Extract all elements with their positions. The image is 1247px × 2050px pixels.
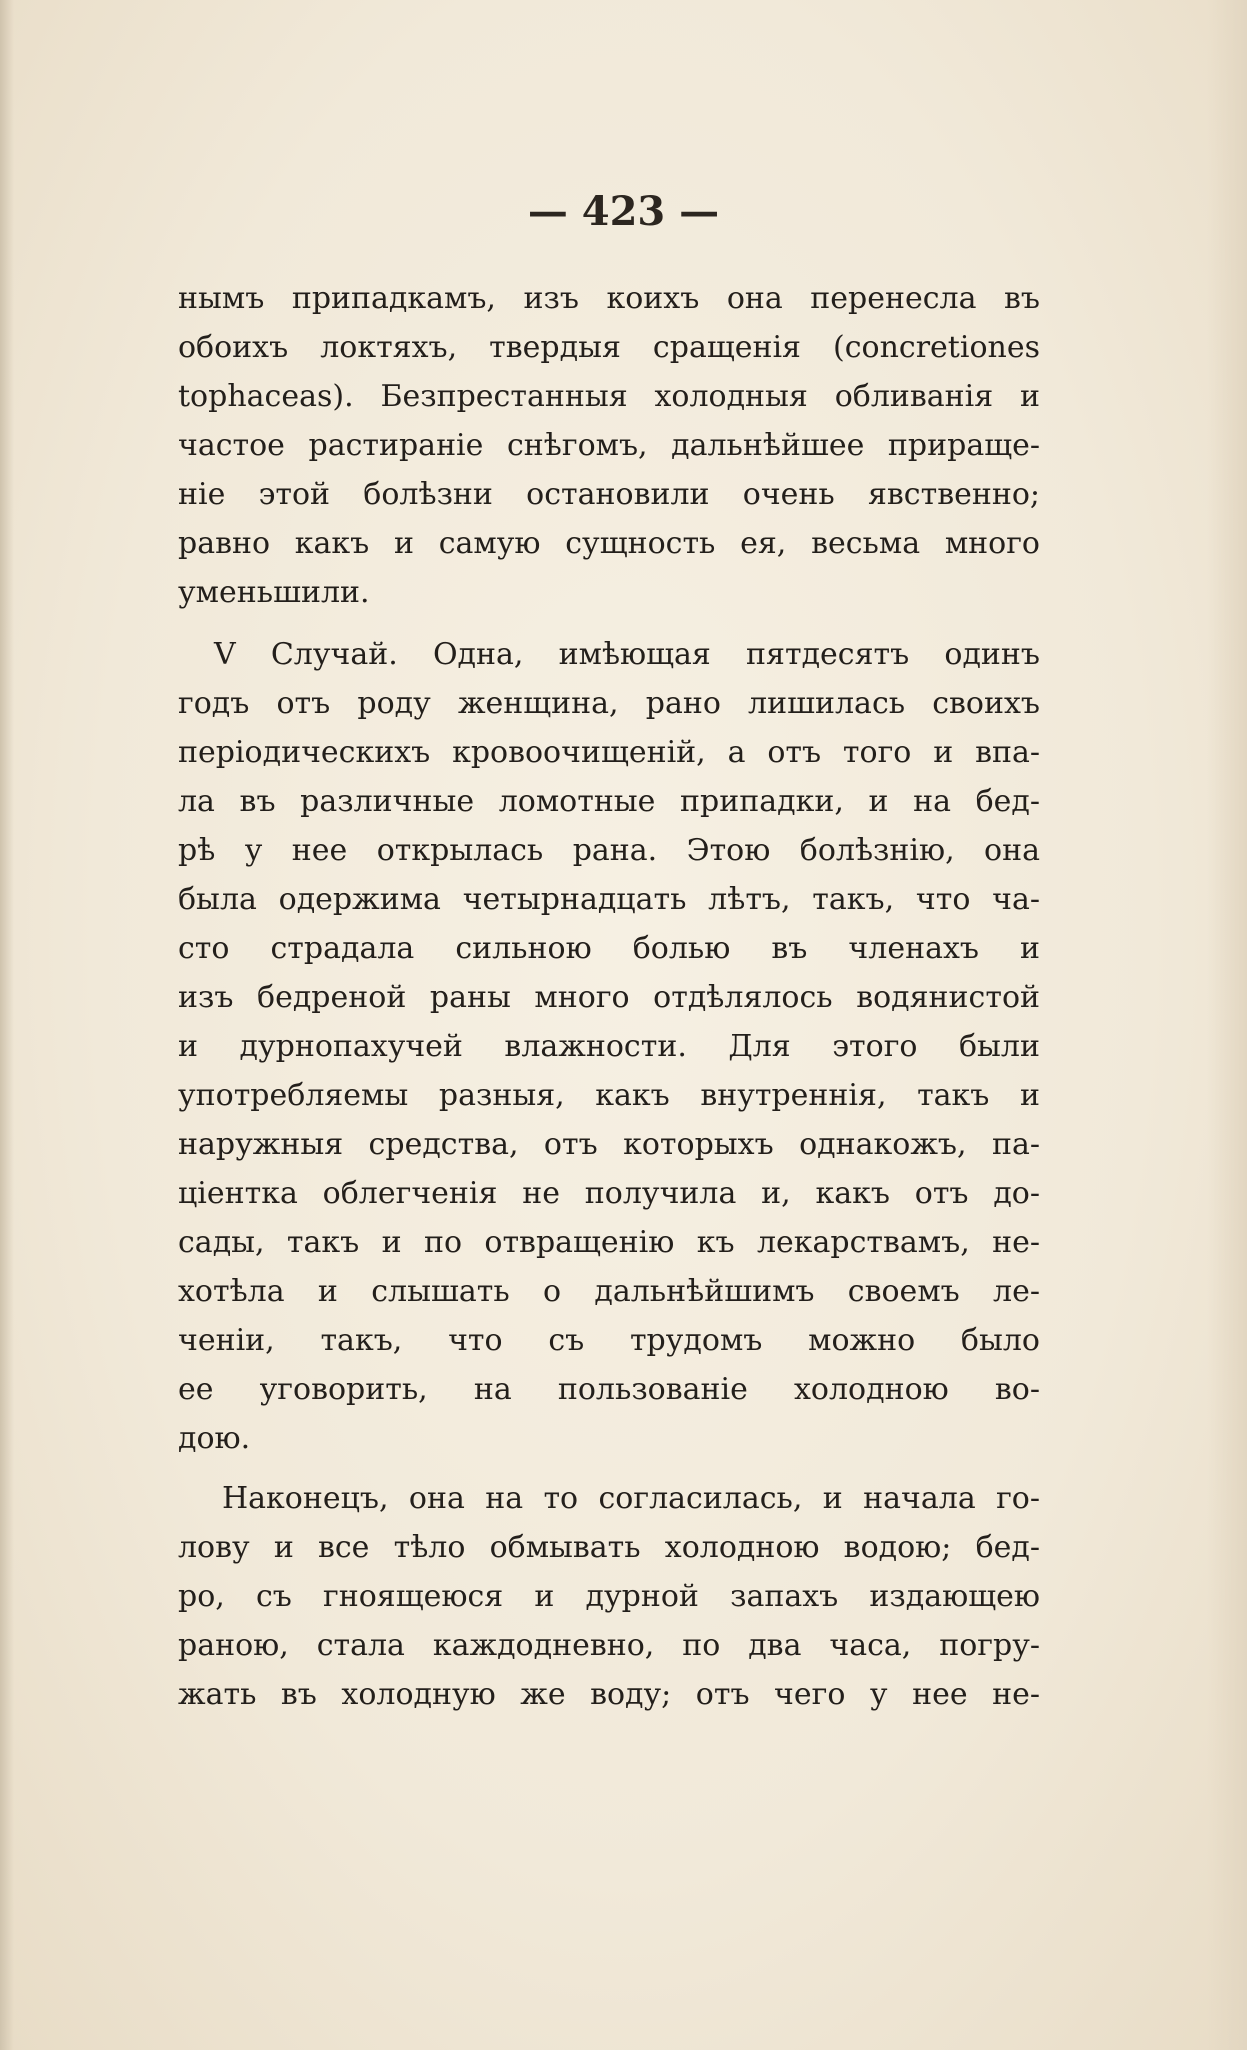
text-line: дою. — [178, 1421, 251, 1456]
text-line: лову и все тѣло обмывать холодною водою; бед- — [178, 1530, 1040, 1565]
paragraph-2 — [178, 630, 1040, 1463]
text-line: годъ отъ роду женщина, рано лишилась своихъ — [178, 686, 1040, 721]
text-line: хотѣла и слышать о дальнѣйшимъ своемъ ле- — [178, 1274, 1040, 1309]
text-line: ніе этой болѣзни остановили очень явственно; — [178, 477, 1040, 512]
text-line: была одержима четырнадцать лѣтъ, такъ, что ча- — [178, 882, 1040, 917]
text-line: ла въ различные ломотные припадки, и на бед- — [178, 784, 1040, 819]
text-line: изъ бедреной раны много отдѣлялось водянистой — [178, 980, 1040, 1015]
text-line: Наконецъ, она на то согласилась, и начала го- — [222, 1481, 1040, 1516]
text-line: жать въ холодную же воду; отъ чего у нее не- — [178, 1677, 1040, 1712]
text-line: обоихъ локтяхъ, твердыя сращенія (concretiones — [178, 330, 1040, 365]
text-line: ро, съ гноящеюся и дурной запахъ издающею — [178, 1579, 1040, 1614]
text-line: сады, такъ и по отвращенію къ лекарствамъ, не- — [178, 1225, 1040, 1260]
paragraph-1 — [178, 274, 1040, 617]
text-line: употребляемы разныя, какъ внутреннія, такъ и — [178, 1078, 1040, 1113]
text-line: tophaceas). Безпрестанныя холодныя обливанія и — [178, 379, 1040, 414]
text-line: ціентка облегченія не получила и, какъ отъ до- — [178, 1176, 1040, 1211]
text-line: наружныя средства, отъ которыхъ однакожъ, па- — [178, 1127, 1040, 1162]
text-line: равно какъ и самую сущность ея, весьма много — [178, 526, 1040, 561]
text-line: ченіи, такъ, что съ трудомъ можно было — [178, 1323, 1040, 1358]
paragraph-3 — [178, 1474, 1040, 1719]
page-gutter-shadow — [0, 0, 14, 2050]
text-line: раною, стала каждодневно, по два часа, погру- — [178, 1628, 1040, 1663]
text-line: нымъ припадкамъ, изъ коихъ она перенесла въ — [178, 281, 1040, 316]
text-line: ее уговорить, на пользованіе холодною во- — [178, 1372, 1040, 1407]
text-line: сто страдала сильною болью въ членахъ и — [178, 931, 1040, 966]
page-edge-shadow — [1207, 0, 1247, 2050]
page-number: — 423 — — [527, 188, 720, 235]
text-line: частое растираніе снѣгомъ, дальнѣйшее приращe- — [178, 428, 1040, 463]
text-line: и дурнопахучей влажности. Для этого были — [178, 1029, 1040, 1064]
text-line: періодическихъ кровоочищеній, а отъ того и впа- — [178, 735, 1040, 770]
text-line: V Случай. Одна, имѣющая пятдесятъ одинъ — [214, 637, 1040, 672]
text-line: рѣ у нее открылась рана. Этою болѣзнію, она — [178, 833, 1040, 868]
text-line: уменьшили. — [178, 575, 370, 610]
